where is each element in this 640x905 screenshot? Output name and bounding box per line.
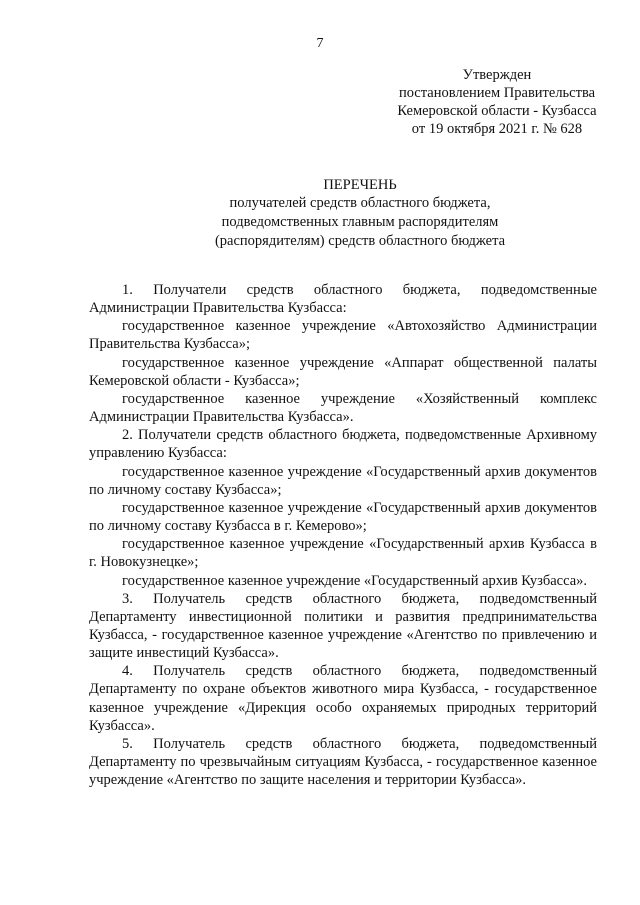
approval-line: Кемеровской области - Кузбасса — [397, 103, 597, 119]
page-number: 7 — [316, 36, 324, 51]
document-title: ПЕРЕЧЕНЬ — [323, 177, 397, 193]
paragraph: 4. Получатель средств областного бюджета, подведомственный Департаменту по охране объектов животного мира Кузбасса, - государственное казенное учреждение «Дирекция особо охраняемых природных территорий Кузбасса». — [89, 663, 597, 734]
approval-line: от 19 октября 2021 г. № 628 — [411, 121, 583, 137]
paragraph: государственное казенное учреждение «Автохозяйство Администрации Правительства Кузбасса»; — [89, 318, 597, 353]
approval-stamp — [372, 66, 622, 138]
paragraph: государственное казенное учреждение «Государственный архив документов по личному составу Кузбасса»; — [89, 463, 597, 498]
document-body — [89, 281, 597, 789]
document-subtitle — [0, 194, 640, 251]
paragraph: государственное казенное учреждение «Аппарат общественной палаты Кемеровской области - Кузбасса»; — [89, 354, 597, 389]
paragraph: 1. Получатели средств областного бюджета, подведомственные Администрации Правительства Кузбасса: — [89, 282, 597, 317]
subtitle-line: получателей средств областного бюджета, — [229, 195, 491, 211]
paragraph: 2. Получатели средств областного бюджета, подведомственные Архивному управлению Кузбасса: — [89, 427, 597, 462]
paragraph: государственное казенное учреждение «Государственный архив документов по личному составу Кузбасса в г. Кемерово»; — [89, 499, 597, 535]
approval-line: Утвержден — [462, 67, 532, 83]
paragraph: государственное казенное учреждение «Государственный архив Кузбасса в г. Новокузнецке»; — [89, 536, 597, 571]
approval-line: постановлением Правительства — [398, 85, 596, 101]
subtitle-line: (распорядителям) средств областного бюджета — [214, 233, 506, 249]
paragraph: 5. Получатель средств областного бюджета, подведомственный Департаменту по чрезвычайным ситуациям Кузбасса, - государственное казенное учреждение «Агентство по защите населения и территории Кузбасса». — [89, 735, 597, 789]
paragraph: государственное казенное учреждение «Государственный архив Кузбасса». — [122, 572, 588, 589]
paragraph: 3. Получатель средств областного бюджета, подведомственный Департаменту инвестиционной политики и развития предпринимательства Кузбасса, - государственное казенное учреждение «Агентство по привлечению и защите инвестиций Кузбасса». — [89, 590, 597, 662]
paragraph: государственное казенное учреждение «Хозяйственный комплекс Администрации Правительства Кузбасса». — [89, 390, 597, 426]
subtitle-line: подведомственных главным распорядителям — [221, 214, 499, 230]
